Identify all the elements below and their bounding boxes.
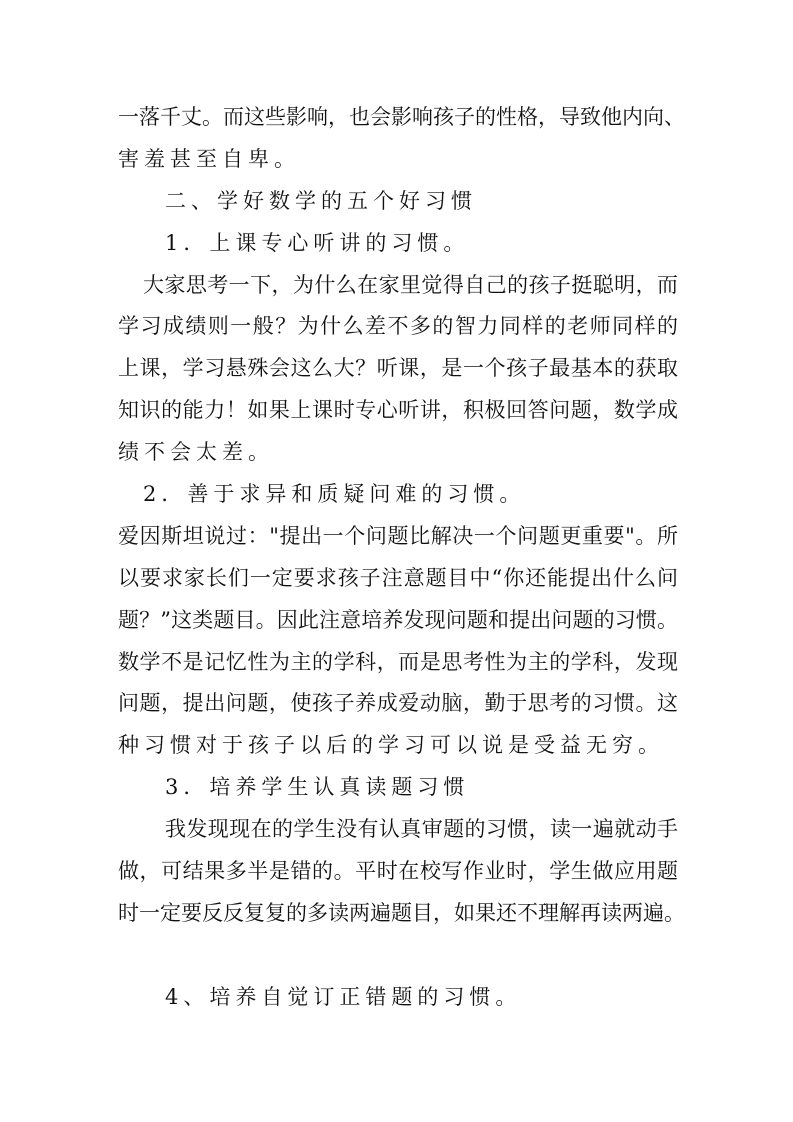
paragraph-line: 绩不会太差。	[118, 440, 274, 465]
paragraph-line: 大家思考一下，为什么在家里觉得自己的孩子挺聪明，而	[143, 272, 678, 297]
subheading-3: 3．培养学生认真读题习惯	[165, 775, 470, 800]
paragraph-line: 害羞甚至自卑。	[118, 146, 300, 171]
subheading-2: 2．善于求异和质疑问难的习惯。	[143, 482, 526, 507]
subheading-1: 1．上课专心听讲的习惯。	[165, 230, 470, 255]
paragraph-line: 题？”这类题目。因此注意培养发现问题和提出问题的习惯。	[118, 607, 678, 632]
paragraph-line: 时一定要反反复复的多读两遍题目，如果还不理解再读两遍。	[118, 900, 685, 925]
section-heading: 二、学好数学的五个好习惯	[165, 188, 477, 213]
paragraph-line: 学习成绩则一般？为什么差不多的智力同样的老师同样的	[118, 314, 678, 339]
paragraph-line: 一落千丈。而这些影响，也会影响孩子的性格，导致他内向、	[118, 105, 685, 129]
paragraph-line: 数学不是记忆性为主的学科，而是思考性为主的学科，发现	[118, 649, 678, 674]
paragraph-line: 知识的能力！如果上课时专心听讲，积极回答问题，数学成	[118, 398, 678, 423]
paragraph-line: 上课，学习悬殊会这么大？听课，是一个孩子最基本的获取	[118, 356, 678, 381]
paragraph-line: 种习惯对于孩子以后的学习可以说是受益无穷。	[118, 733, 664, 758]
paragraph-line: 以要求家长们一定要求孩子注意题目中“你还能提出什么问	[118, 565, 678, 590]
paragraph-line: 问题，提出问题，使孩子养成爱动脑，勤于思考的习惯。这	[118, 691, 678, 716]
paragraph-line: 做，可结果多半是错的。平时在校写作业时，学生做应用题	[118, 859, 678, 884]
subheading-4: 4、培养自觉订正错题的习惯。	[165, 984, 522, 1009]
paragraph-line: 爱因斯坦说过："提出一个问题比解决一个问题更重要"。所	[118, 523, 678, 548]
document-page	[118, 97, 685, 1019]
blank-line	[118, 935, 678, 977]
paragraph-line: 我发现现在的学生没有认真审题的习惯，读一遍就动手	[165, 817, 678, 842]
